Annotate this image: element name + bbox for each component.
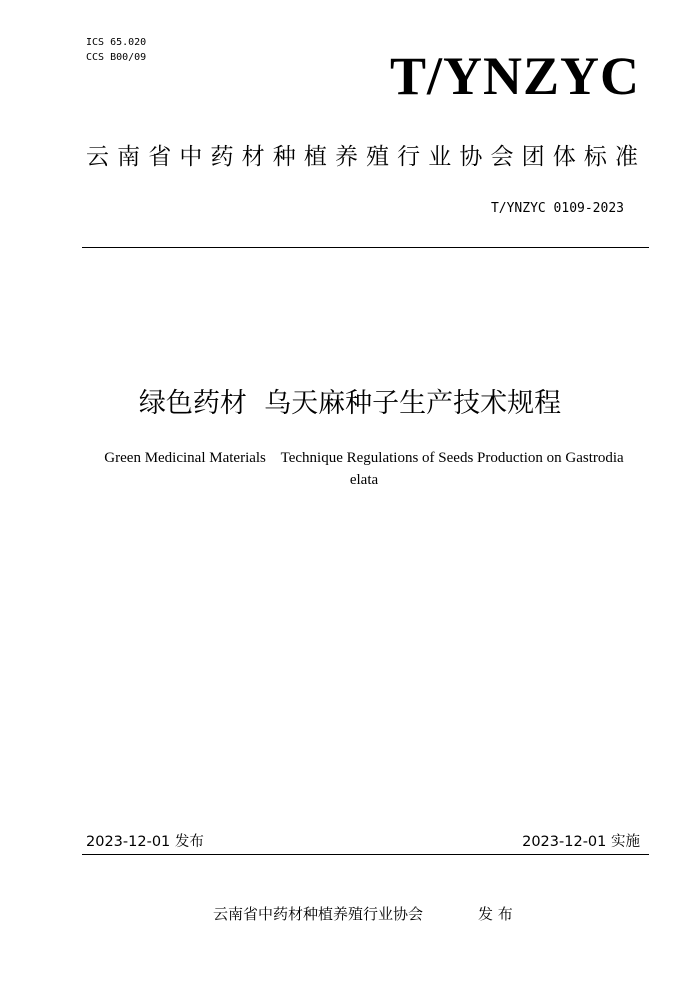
english-title: Green Medicinal Materials Technique Regulations of Seeds Production on Gastrodia elata bbox=[104, 450, 628, 488]
bottom-divider bbox=[82, 854, 649, 855]
association-standard-title: 云南省中药材种植养殖行业协会团体标准 bbox=[86, 144, 638, 170]
publish-label: 发 布 bbox=[478, 905, 513, 923]
ccs-code: CCS B00/09 bbox=[86, 52, 147, 63]
chinese-title: 绿色药材 乌天麻种子生产技术规程 bbox=[138, 388, 562, 419]
publisher-name: 云南省中药材种植养殖行业协会 bbox=[213, 905, 424, 923]
standard-number: T/YNZYC 0109-2023 bbox=[490, 201, 624, 216]
classification-codes bbox=[86, 35, 146, 65]
top-divider bbox=[82, 247, 649, 248]
implementation-date: 2023-12-01 实施 bbox=[522, 834, 640, 850]
ics-code: ICS 65.020 bbox=[86, 37, 147, 48]
issue-date: 2023-12-01 发布 bbox=[86, 834, 204, 850]
standard-logo: T/YNZYC bbox=[389, 46, 640, 106]
